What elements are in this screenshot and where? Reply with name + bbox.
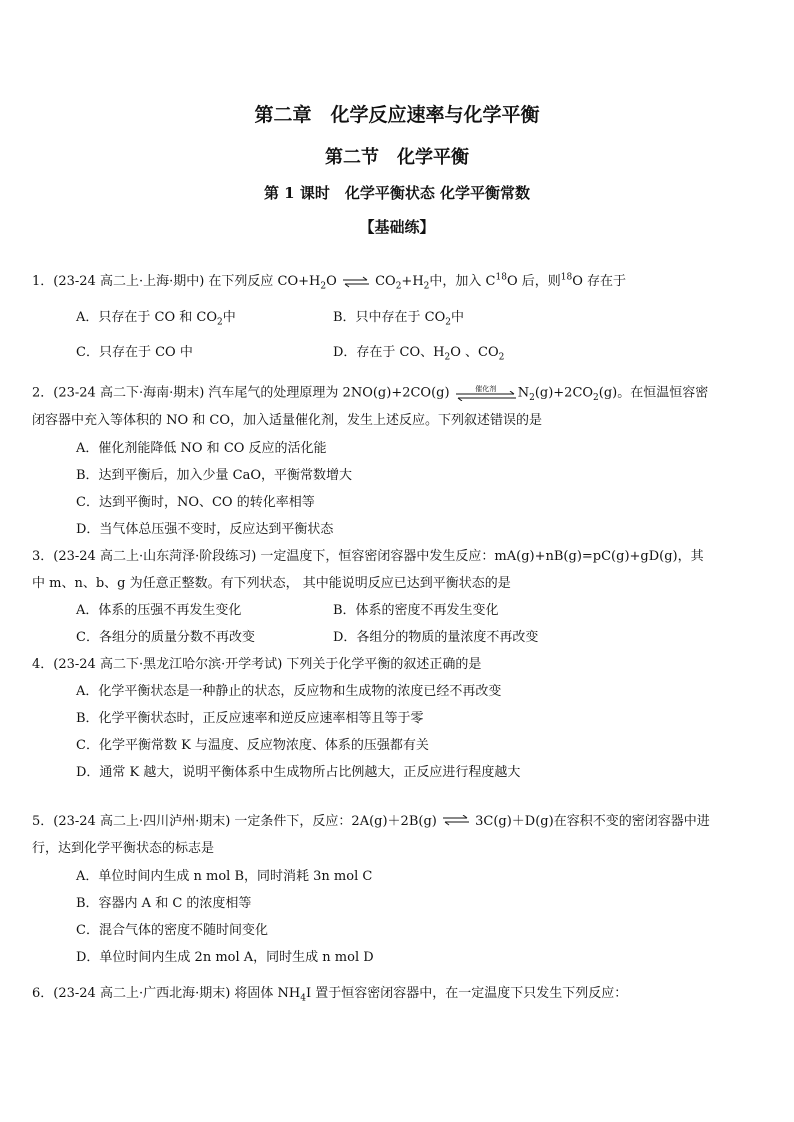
question-1-stem: 1．(23-24 高二上·上海·期中) 在下列反应 $CO+H_2O$ $CO_2+H_2$中，加入 $C^{18}O$ 后，则$^{18}$O 存在于: [32, 272, 626, 292]
question-3-stem-line2: 中 m、n、b、g 为任意正整数。有下列状态， 其中能说明反应已达到平衡状态的是: [32, 576, 511, 591]
question-3-option-c: C．各组分的质量分数不再改变: [76, 630, 255, 645]
question-3-option-b: B．体系的密度不再发生变化: [333, 603, 499, 618]
question-3-stem-line1: 3．(23-24 高二上·山东菏泽·阶段练习) 一定温度下，恒容密闭容器中发生反应：mA(g)+nB(g)=pC(g)+gD(g)，其: [32, 549, 704, 564]
question-5-stem-line1: 5．(23-24 高二上·四川泸州·期末) 一定条件下，反应：2A(g)＋2B(g) 3C(g)＋D(g)在容积不变的密闭容器中进: [32, 814, 710, 829]
catalyst-arrow-icon: 催化剂: [454, 383, 518, 403]
question-5-option-c: C．混合气体的密度不随时间变化: [76, 923, 268, 938]
question-6-stem: 6．(23-24 高二上·广西北海·期末) 将固体 $NH_4I$ 置于恒容密闭容器中，在一定温度下只发生下列反应：: [32, 986, 628, 1004]
section-title: 第二节 化学平衡: [325, 147, 469, 168]
question-2-option-b: B．达到平衡后，加入少量 CaO，平衡常数增大: [76, 468, 353, 483]
lesson-title: 第 1 课时 化学平衡状态 化学平衡常数: [263, 184, 531, 202]
equilibrium-arrow-icon: [441, 815, 471, 829]
question-2-option-a: A．催化剂能降低 NO 和 CO 反应的活化能: [76, 441, 327, 456]
question-4-option-c: C．化学平衡常数 K 与温度、反应物浓度、体系的压强都有关: [76, 738, 429, 753]
chapter-title: 第二章 化学反应速率与化学平衡: [254, 104, 540, 126]
question-4-stem: 4．(23-24 高二下·黑龙江哈尔滨·开学考试) 下列关于化学平衡的叙述正确的是: [32, 657, 482, 672]
question-5-stem-line2: 行，达到化学平衡状态的标志是: [32, 841, 215, 856]
question-1-option-d: D．存在于 CO、$H_2O$ 、$CO_2$: [333, 345, 505, 363]
question-4-option-a: A．化学平衡状态是一种静止的状态，反应物和生成物的浓度已经不再改变: [76, 684, 502, 699]
exercise-tag: 【基础练】: [359, 218, 435, 236]
question-2-stem-line1: 2．(23-24 高二下·海南·期末) 汽车尾气的处理原理为 2NO(g)+2CO(g) 催化剂 $N_2(g)+2CO_2(g)$。在恒温恒容密: [32, 385, 709, 404]
question-1-option-c: C．只存在于 CO 中: [76, 345, 193, 360]
question-2-stem-line2: 闭容器中充入等体积的 NO 和 CO，加入适量催化剂，发生上述反应。下列叙述错误的是: [32, 413, 543, 428]
question-5-option-d: D．单位时间内生成 2n mol A，同时生成 n mol D: [76, 950, 374, 965]
question-3-option-d: D．各组分的物质的量浓度不再改变: [333, 630, 539, 645]
question-1-option-a: A．只存在于 CO 和 $CO_2$中: [76, 310, 236, 328]
question-5-option-a: A．单位时间内生成 n mol B，同时消耗 3n mol C: [76, 869, 373, 884]
equilibrium-arrow-icon: [341, 275, 371, 289]
question-3-option-a: A．体系的压强不再发生变化: [76, 603, 242, 618]
question-2-option-c: C．达到平衡时，NO、CO 的转化率相等: [76, 495, 315, 510]
question-4-option-b: B．化学平衡状态时，正反应速率和逆反应速率相等且等于零: [76, 711, 424, 726]
question-1-option-b: B．只中存在于 $CO_2$中: [333, 310, 465, 328]
question-4-option-d: D．通常 K 越大，说明平衡体系中生成物所占比例越大，正反应进行程度越大: [76, 765, 521, 780]
question-2-option-d: D．当气体总压强不变时，反应达到平衡状态: [76, 522, 334, 537]
question-5-option-b: B．容器内 A 和 C 的浓度相等: [76, 896, 252, 911]
